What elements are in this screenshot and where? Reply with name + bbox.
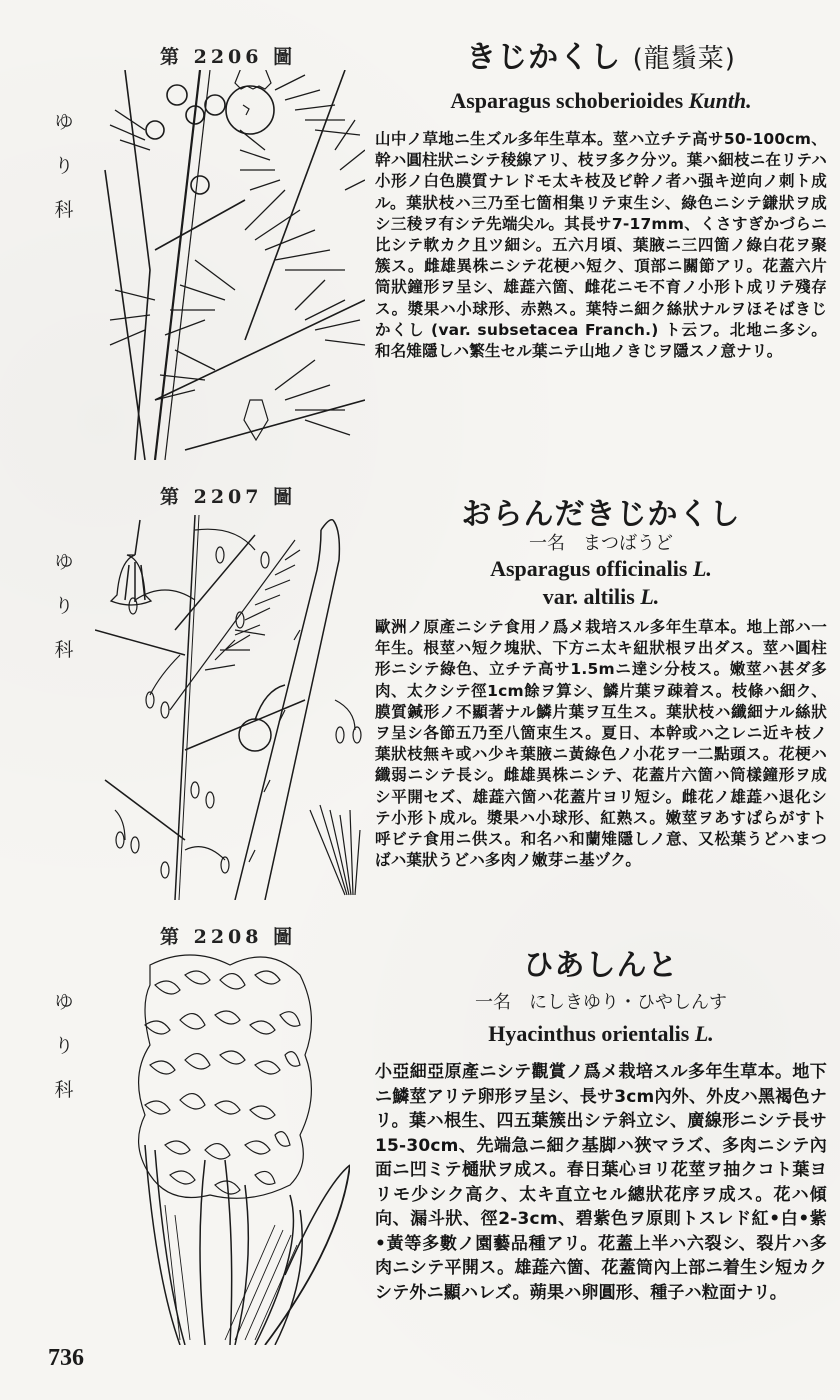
hyacinth-illustration-icon [125,945,350,1345]
description: 山中ノ草地ニ生ズル多年生草本。莖ハ立チテ高サ50-100cm、幹ハ圓柱狀ニシテ稜線アリ、枝ヲ多ク分ツ。葉ハ細枝ニ在リテハ小形ノ白色膜質ナレドモ太キ枝及ビ幹ノ者ハ强キ逆向ノ刺ト成ル。葉狀枝ハ三乃至七箇相集リテ束生シ、綠色ニシテ鎌狀ヲ成シ三稜ヲ有シテ先端尖ル。其長サ7-17mm、くさすぎかづらニ比シテ軟カク且ツ細シ。五六月頃、葉腋ニ三四箇ノ綠白花ヲ聚簇ス。雌雄異株ニシテ花梗ハ短ク、頂部ニ關節アリ。花蓋六片筒狀鐘形ヲ呈シ、雄蕋六箇、雌花ニモ不育ノ小形ト成リテ殘存ス。漿果ハ小球形、赤熟ス。葉特ニ細ク絲狀ナルヲほそばきじかくし (var. subsetacea Franch.) ト云フ。北地ニ多シ。和名雉隱しハ繁生セル葉ニテ山地ノきじヲ隱スノ意ナリ。 [375,130,827,361]
variety-name: var. altilis L. [542,584,660,609]
figure-label: 第 2208 圖 [160,926,297,948]
family-label: ゆ り 科 [54,551,74,661]
japanese-name: ひあしんと [523,948,679,983]
asparagus-officinalis-illustration-icon [95,510,370,900]
alternate-name: 一名 まつばうど [529,533,673,554]
entry-text [375,40,827,362]
asparagus-schoberioides-illustration-icon [95,70,365,460]
entry-text [375,948,827,1305]
description: 小亞細亞原產ニシテ觀賞ノ爲メ栽培スル多年生草本。地下ニ鱗莖アリテ卵形ヲ呈シ、長サ3cm內外、外皮ハ黑褐色ナリ。葉ハ根生、四五葉簇出シテ斜立シ、廣線形ニシテ長サ 15-30cm、先端急ニ細ク基脚ハ狹マラズ、多肉ニシテ內面ニ凹ミテ樋狀ヲ成ス。春日葉心ヨリ花莖ヲ抽クコト葉ヨリモ少シク高ク、太キ直立セル總狀花序ヲ成ス。花ハ傾向、漏斗狀、徑2-3cm、碧紫色ヲ原則トスレド紅•白•紫•黃等多數ノ園藝品種アリ。花蓋上半ハ六裂シ、裂片ハ多肉ニシテ平開ス。雄蕋六箇、花蓋筒內上部ニ着生シ短カクシテ外ニ顯ハレズ。蒴果ハ卵圓形、種子ハ粒面ナリ。 [375,1062,827,1303]
alternate-name: 一名 にしきゆり・ひやしんす [475,992,727,1013]
scientific-name: Asparagus schoberioides Kunth. [450,88,752,113]
figure-label: 第 2206 圖 [160,46,297,68]
family-label: ゆ り 科 [54,111,74,221]
family-label: ゆ り 科 [54,991,74,1101]
scientific-name: Asparagus officinalis L. [490,556,712,581]
scientific-name: Hyacinthus orientalis L. [488,1021,714,1046]
figure-label: 第 2207 圖 [160,486,297,508]
entry-text [375,497,827,871]
description: 歐洲ノ原產ニシテ食用ノ爲メ栽培スル多年生草本。地上部ハ一年生。根莖ハ短ク塊狀、下方ニ太キ紐狀根ヲ出ダス。莖ハ圓柱形ニシテ綠色、立チテ高サ1.5mニ達シ分枝ス。嫩莖ハ甚ダ多肉、太クシテ徑1cm餘ヲ算シ、鱗片葉ヲ疎着ス。枝條ハ細ク、膜質鍼形ノ不顯著ナル鱗片葉ヲ互生ス。葉狀枝ハ纖細ナル絲狀ヲ呈シ各節五乃至八箇束生ス。夏日、本幹或ハ之レニ近キ枝ノ葉狀枝無キ或ハ少キ葉腋ニ黃綠色ノ小花ヲ一二點頭ス。花梗ハ纖弱ニシテ長シ。雌雄異株ニシテ、花蓋片六箇ハ筒樣鐘形ヲ成シ平開セズ、雄蕋六箇ハ花蓋片ヨリ短シ。雌花ノ雄蕋ハ退化シテ小形ト成ル。漿果ハ小球形、紅熟ス。嫩莖ヲあすぱらがすト呼ビテ食用ニ供ス。和名ハ和蘭雉隱しノ意、又松葉うどハまつばハ葉狀うどハ多肉ノ嫩芽ニ基ヅク。 [375,618,827,870]
japanese-name: おらんだきじかくし [461,497,741,532]
page-number: 736 [48,1345,84,1371]
japanese-name: きじかくし (龍鬚菜) [466,40,736,75]
